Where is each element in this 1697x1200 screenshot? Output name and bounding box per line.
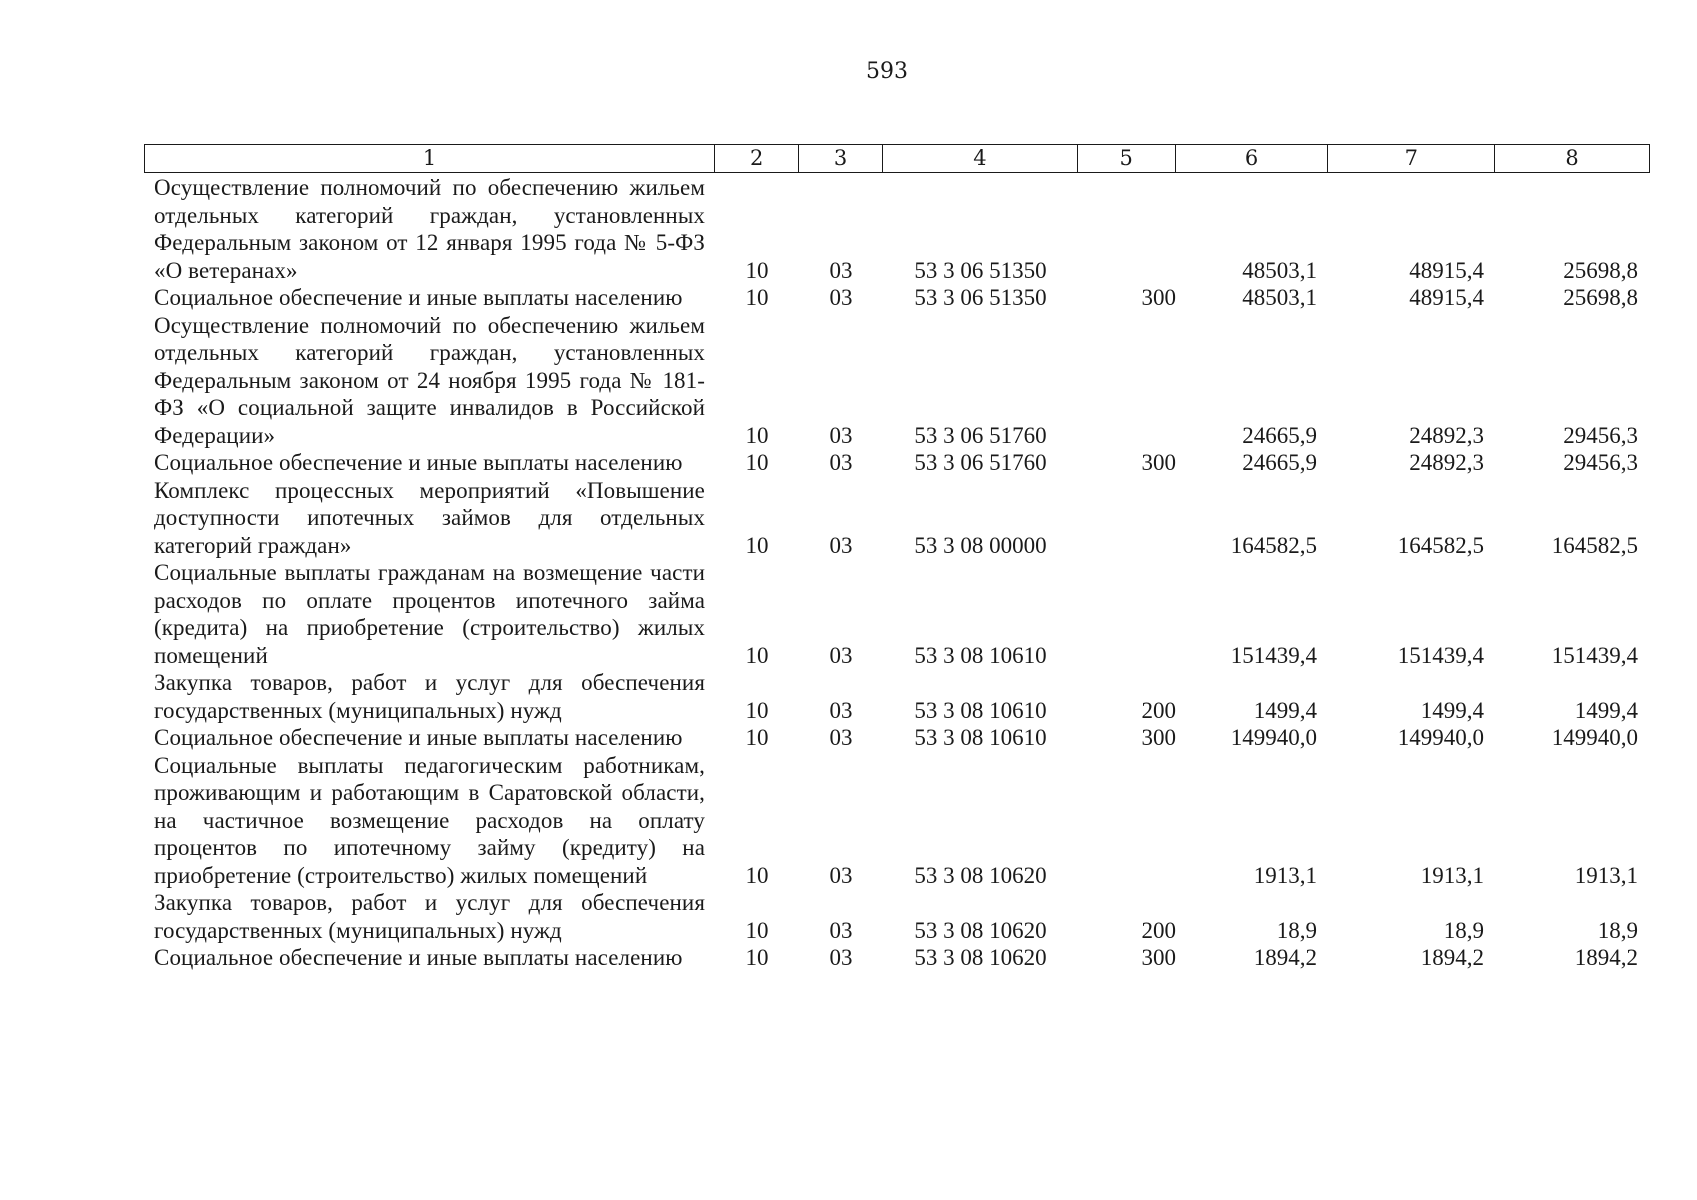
row-expense-type: 300 <box>1141 725 1176 750</box>
row-amount-col6: 48503,1 <box>1242 257 1317 283</box>
header-cell-2: 2 <box>715 145 799 172</box>
header-cell-3: 3 <box>799 145 883 172</box>
table-row <box>144 724 1650 752</box>
row-subsection: 03 <box>829 697 853 723</box>
row-section: 10 <box>745 697 769 723</box>
row-amount-col6: 48503,1 <box>1242 285 1317 310</box>
row-target-code: 53 3 08 10610 <box>914 725 1047 750</box>
header-cell-7: 7 <box>1328 145 1495 172</box>
row-section: 10 <box>745 532 769 558</box>
row-expense-type: 300 <box>1141 945 1176 970</box>
row-section: 10 <box>745 257 769 283</box>
row-target-code: 53 3 08 10620 <box>914 945 1047 970</box>
row-amount-col8: 18,9 <box>1597 917 1638 943</box>
row-subsection: 03 <box>829 422 853 448</box>
row-expense-type: 300 <box>1141 450 1176 475</box>
row-amount-col6: 1913,1 <box>1253 862 1317 888</box>
table-row <box>144 889 1650 944</box>
row-subsection: 03 <box>829 642 853 668</box>
row-amount-col7: 48915,4 <box>1409 285 1484 310</box>
table-header-row <box>144 144 1650 173</box>
row-section: 10 <box>745 285 769 310</box>
page-number: 593 <box>866 59 908 84</box>
row-section: 10 <box>745 450 769 475</box>
header-cell-6: 6 <box>1176 145 1329 172</box>
row-section: 10 <box>745 725 769 750</box>
row-amount-col6: 1499,4 <box>1253 697 1317 723</box>
row-subsection: 03 <box>829 257 853 283</box>
table-row <box>144 559 1650 669</box>
table-row <box>144 944 1650 972</box>
table-row <box>144 312 1650 450</box>
row-description: Осуществление полномочий по обеспечению жильем отдельных категорий граждан, установленных Федеральным законом от 12 января 1995 года № 5-ФЗ «О ветеранах» <box>154 175 705 283</box>
row-target-code: 53 3 06 51350 <box>914 257 1047 283</box>
row-subsection: 03 <box>829 725 853 750</box>
row-section: 10 <box>745 917 769 943</box>
row-target-code: 53 3 06 51350 <box>914 285 1047 310</box>
table-row <box>144 449 1650 477</box>
row-subsection: 03 <box>829 917 853 943</box>
row-section: 10 <box>745 945 769 970</box>
row-amount-col6: 151439,4 <box>1230 642 1317 668</box>
table-row <box>144 284 1650 312</box>
row-description: Социальное обеспечение и иные выплаты населению <box>154 285 683 310</box>
header-cell-4: 4 <box>883 145 1078 172</box>
row-amount-col8: 1894,2 <box>1574 945 1638 970</box>
row-description: Закупка товаров, работ и услуг для обеспечения государственных (муниципальных) нужд <box>154 670 705 723</box>
table-row <box>144 174 1650 284</box>
row-amount-col8: 25698,8 <box>1563 285 1638 310</box>
row-description: Социальные выплаты гражданам на возмещение части расходов по оплате процентов ипотечного займа (кредита) на приобретение (строительство) жилых помещений <box>154 560 705 668</box>
row-amount-col6: 24665,9 <box>1242 450 1317 475</box>
row-amount-col8: 164582,5 <box>1551 532 1638 558</box>
row-amount-col8: 1913,1 <box>1574 862 1638 888</box>
row-amount-col7: 1499,4 <box>1420 697 1484 723</box>
row-amount-col6: 18,9 <box>1276 917 1317 943</box>
header-cell-1: 1 <box>145 145 715 172</box>
table-body <box>144 174 1650 972</box>
row-target-code: 53 3 08 10610 <box>914 642 1047 668</box>
row-amount-col8: 1499,4 <box>1574 697 1638 723</box>
row-amount-col6: 164582,5 <box>1230 532 1317 558</box>
row-target-code: 53 3 08 10620 <box>914 862 1047 888</box>
row-amount-col7: 149940,0 <box>1397 725 1484 750</box>
table-row <box>144 752 1650 890</box>
row-expense-type: 300 <box>1141 285 1176 310</box>
row-amount-col7: 24892,3 <box>1409 450 1484 475</box>
row-amount-col8: 29456,3 <box>1563 422 1638 448</box>
row-target-code: 53 3 06 51760 <box>914 450 1047 475</box>
table-row <box>144 669 1650 724</box>
row-amount-col7: 1894,2 <box>1420 945 1484 970</box>
row-description: Социальное обеспечение и иные выплаты населению <box>154 725 683 750</box>
row-amount-col7: 18,9 <box>1443 917 1484 943</box>
header-cell-8: 8 <box>1565 146 1579 170</box>
row-subsection: 03 <box>829 945 853 970</box>
row-amount-col7: 151439,4 <box>1397 642 1484 668</box>
row-amount-col7: 24892,3 <box>1409 422 1484 448</box>
row-subsection: 03 <box>829 285 853 310</box>
row-amount-col7: 164582,5 <box>1397 532 1484 558</box>
row-subsection: 03 <box>829 532 853 558</box>
row-description: Социальные выплаты педагогическим работникам, проживающим и работающим в Саратовской области, на частичное возмещение расходов на оплату процентов по ипотечному займу (кредиту) на приобретение (строительство) жилых помещений <box>154 752 705 888</box>
row-expense-type: 200 <box>1141 917 1176 943</box>
table-row <box>144 477 1650 560</box>
row-amount-col8: 149940,0 <box>1551 725 1638 750</box>
row-target-code: 53 3 08 00000 <box>914 532 1047 558</box>
row-target-code: 53 3 08 10610 <box>914 697 1047 723</box>
header-cell-5: 5 <box>1078 145 1176 172</box>
row-section: 10 <box>745 862 769 888</box>
row-subsection: 03 <box>829 862 853 888</box>
row-amount-col6: 24665,9 <box>1242 422 1317 448</box>
row-amount-col6: 1894,2 <box>1253 945 1317 970</box>
row-target-code: 53 3 08 10620 <box>914 917 1047 943</box>
row-subsection: 03 <box>829 450 853 475</box>
row-description: Социальное обеспечение и иные выплаты населению <box>154 945 683 970</box>
row-description: Осуществление полномочий по обеспечению жильем отдельных категорий граждан, установленных Федеральным законом от 24 ноября 1995 года № 181-ФЗ «О социальной защите инвалидов в Российской Федерации» <box>154 312 705 448</box>
row-description: Закупка товаров, работ и услуг для обеспечения государственных (муниципальных) нужд <box>154 890 705 943</box>
row-description: Социальное обеспечение и иные выплаты населению <box>154 450 683 475</box>
row-target-code: 53 3 06 51760 <box>914 422 1047 448</box>
row-amount-col8: 25698,8 <box>1563 257 1638 283</box>
row-section: 10 <box>745 642 769 668</box>
row-section: 10 <box>745 422 769 448</box>
row-amount-col6: 149940,0 <box>1230 725 1317 750</box>
row-amount-col8: 151439,4 <box>1551 642 1638 668</box>
row-expense-type: 200 <box>1141 697 1176 723</box>
row-amount-col7: 48915,4 <box>1409 257 1484 283</box>
row-description: Комплекс процессных мероприятий «Повышение доступности ипотечных займов для отдельных категорий граждан» <box>154 477 705 558</box>
row-amount-col7: 1913,1 <box>1420 862 1484 888</box>
row-amount-col8: 29456,3 <box>1563 450 1638 475</box>
